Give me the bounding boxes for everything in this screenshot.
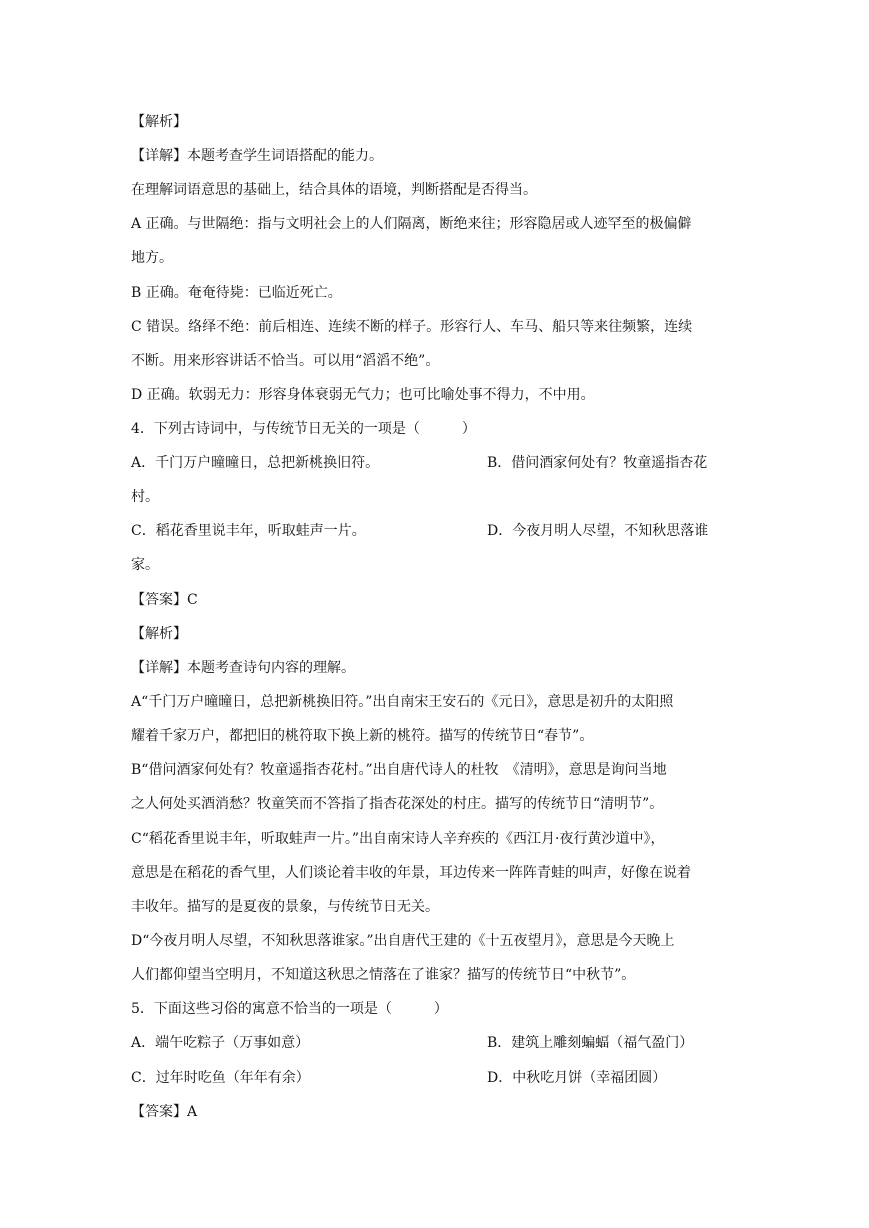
q4-option-c: C．稻花香里说丰年，听取蛙声一片。 (131, 523, 366, 539)
q5-option-d: D．中秋吃月饼（幸福团圆） (487, 1070, 667, 1086)
q4-option-b: B．借问酒家何处有？牧童遥指杏花 (487, 455, 708, 471)
q5-stem: 5．下面这些习俗的寓意不恰当的一项是（ ） (131, 1001, 448, 1017)
q5-option-a: A．端午吃粽子（万事如意） (131, 1035, 310, 1051)
q4-explain-b-line1: B“借问酒家何处有？牧童遥指杏花村。”出自唐代诗人的杜牧 《清明》，意思是询问当地 (131, 762, 667, 778)
q3-analysis-heading: 【解析】 (131, 114, 187, 130)
q4-analysis-heading: 【解析】 (131, 626, 187, 642)
q4-detail: 【详解】本题考查诗句内容的理解。 (131, 660, 355, 676)
q3-detail: 【详解】本题考查学生词语搭配的能力。 (131, 148, 383, 164)
q3-option-a-explain-line2: 地方。 (131, 250, 173, 266)
q4-explain-c-line2: 意思是在稻花的香气里，人们谈论着丰收的年景，耳边传来一阵阵青蛙的叫声，好像在说着 (131, 865, 691, 881)
q4-explain-b-line2: 之人何处买酒消愁？牧童笑而不答指了指杏花深处的村庄。描写的传统节日“清明节”。 (131, 796, 664, 812)
q3-option-d-explain: D 正确。软弱无力：形容身体衰弱无气力；也可比喻处事不得力，不中用。 (131, 387, 595, 403)
q3-intro: 在理解词语意思的基础上，结合具体的语境，判断搭配是否得当。 (131, 182, 537, 198)
q4-explain-c-line1: C“稻花香里说丰年，听取蛙声一片。”出自南宋诗人辛弃疾的《西江月·夜行黄沙道中》， (131, 831, 665, 847)
q4-answer: 【答案】C (131, 592, 198, 608)
q3-option-c-explain-line1: C 错误。络绎不绝：前后相连、连续不断的样子。形容行人、车马、船只等来往频繁，连续 (131, 319, 693, 335)
q4-explain-d-line1: D“今夜月明人尽望，不知秋思落谁家。”出自唐代王建的《十五夜望月》，意思是今天晚上 (131, 933, 675, 949)
q4-option-d-wrap: 家。 (131, 557, 159, 573)
q3-option-c-explain-line2: 不断。用来形容讲话不恰当。可以用“滔滔不绝”。 (131, 353, 440, 369)
q5-option-b: B．建筑上雕刻蝙蝠（福气盈门） (487, 1035, 694, 1051)
q4-option-d: D．今夜月明人尽望，不知秋思落谁 (487, 523, 709, 539)
q3-option-b-explain: B 正确。奄奄待毙：已临近死亡。 (131, 285, 342, 301)
q4-explain-d-line2: 人们都仰望当空明月，不知道这秋思之情落在了谁家？描写的传统节日“中秋节”。 (131, 967, 636, 983)
q4-explain-a-line1: A“千门万户曈曈日，总把新桃换旧符。”出自南宋王安石的《元日》，意思是初升的太阳照 (131, 694, 674, 710)
q4-explain-c-line3: 丰收年。描写的是夏夜的景象，与传统节日无关。 (131, 899, 439, 915)
q5-option-c: C．过年时吃鱼（年年有余） (131, 1070, 310, 1086)
q3-option-a-explain-line1: A 正确。与世隔绝：指与文明社会上的人们隔离，断绝来往；形容隐居或人迹罕至的极偏僻 (131, 216, 692, 232)
q4-option-a: A．千门万户曈曈日，总把新桃换旧符。 (131, 455, 380, 471)
q4-option-b-wrap: 村。 (131, 489, 159, 505)
q4-explain-a-line2: 耀着千家万户，都把旧的桃符取下换上新的桃符。描写的传统节日“春节”。 (131, 728, 594, 744)
q5-answer: 【答案】A (131, 1104, 198, 1120)
q4-stem: 4．下列古诗词中，与传统节日无关的一项是（ ） (131, 421, 476, 437)
